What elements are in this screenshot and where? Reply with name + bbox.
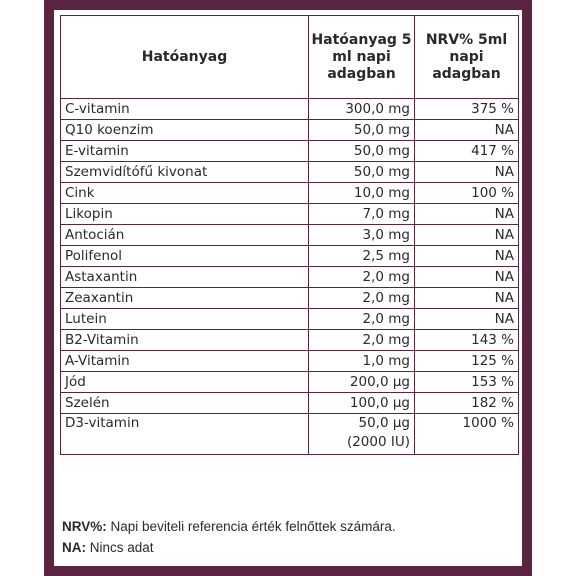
amount-value: 50,0 µg (358, 415, 410, 431)
ingredient-name: Szelén (61, 393, 309, 414)
table-row (61, 246, 519, 267)
ingredient-nrv: NA (415, 204, 519, 225)
ingredient-amount (309, 414, 415, 455)
header-nrv: NRV% 5ml napi adagban (415, 16, 519, 99)
footnote-na (62, 537, 518, 558)
ingredient-name: D3-vitamin (61, 414, 309, 455)
ingredient-nrv: 375 % (415, 99, 519, 120)
ingredient-name: C-vitamin (61, 99, 309, 120)
table-row (61, 351, 519, 372)
ingredient-nrv: NA (415, 288, 519, 309)
ingredient-amount: 2,5 mg (309, 246, 415, 267)
ingredient-amount: 200,0 µg (309, 372, 415, 393)
ingredient-name: E-vitamin (61, 141, 309, 162)
amount-extra: (2000 IU) (346, 434, 410, 450)
ingredient-name: Likopin (61, 204, 309, 225)
table-row (61, 204, 519, 225)
table-row (61, 99, 519, 120)
ingredient-amount: 50,0 mg (309, 120, 415, 141)
table-row (61, 330, 519, 351)
table-row (61, 162, 519, 183)
table-row (61, 372, 519, 393)
ingredient-name: Zeaxantin (61, 288, 309, 309)
header-amount: Hatóanyag 5 ml napi adagban (309, 16, 415, 99)
ingredient-amount: 7,0 mg (309, 204, 415, 225)
ingredient-name: Q10 koenzim (61, 120, 309, 141)
table-row (61, 183, 519, 204)
table-row (61, 120, 519, 141)
footnote-nrv-text: Napi beviteli referencia érték felnőttek számára. (110, 519, 396, 534)
table-row (61, 288, 519, 309)
ingredient-name: Jód (61, 372, 309, 393)
ingredient-amount: 50,0 mg (309, 162, 415, 183)
ingredient-amount: 2,0 mg (309, 309, 415, 330)
ingredient-name: B2-Vitamin (61, 330, 309, 351)
ingredient-amount: 2,0 mg (309, 288, 415, 309)
ingredient-nrv: 100 % (415, 183, 519, 204)
footnote-na-text: Nincs adat (89, 540, 154, 555)
header-ingredient: Hatóanyag (61, 16, 309, 99)
ingredient-nrv: 125 % (415, 351, 519, 372)
footnote-nrv-label: NRV%: (62, 519, 107, 534)
ingredient-name: Polifenol (61, 246, 309, 267)
ingredient-amount: 10,0 mg (309, 183, 415, 204)
document-panel (54, 10, 522, 566)
nutrition-table (60, 15, 519, 455)
ingredient-nrv: NA (415, 267, 519, 288)
ingredient-name: Lutein (61, 309, 309, 330)
footnote-na-label: NA: (62, 540, 86, 555)
ingredient-nrv: 417 % (415, 141, 519, 162)
table-row (61, 267, 519, 288)
ingredient-nrv: NA (415, 225, 519, 246)
ingredient-amount: 3,0 mg (309, 225, 415, 246)
footnote-nrv (62, 516, 518, 537)
ingredient-name: Szemvidítófű kivonat (61, 162, 309, 183)
ingredient-amount: 2,0 mg (309, 267, 415, 288)
ingredient-name: Antocián (61, 225, 309, 246)
ingredient-amount: 50,0 mg (309, 141, 415, 162)
table-row (61, 393, 519, 414)
table-header-row (61, 16, 519, 99)
table-row (61, 141, 519, 162)
table-row (61, 225, 519, 246)
ingredient-nrv: NA (415, 162, 519, 183)
ingredient-name: Cink (61, 183, 309, 204)
purple-frame (44, 0, 532, 576)
ingredient-nrv: 153 % (415, 372, 519, 393)
ingredient-amount: 300,0 mg (309, 99, 415, 120)
footnotes (62, 516, 518, 558)
ingredient-name: Astaxantin (61, 267, 309, 288)
ingredient-nrv: NA (415, 246, 519, 267)
ingredient-amount: 2,0 mg (309, 330, 415, 351)
ingredient-name: A-Vitamin (61, 351, 309, 372)
ingredient-amount: 1,0 mg (309, 351, 415, 372)
table-row (61, 309, 519, 330)
ingredient-nrv: 1000 % (415, 414, 519, 455)
table-row (61, 414, 519, 455)
ingredient-nrv: 143 % (415, 330, 519, 351)
ingredient-amount: 100,0 µg (309, 393, 415, 414)
ingredient-nrv: NA (415, 120, 519, 141)
ingredient-nrv: NA (415, 309, 519, 330)
ingredient-nrv: 182 % (415, 393, 519, 414)
